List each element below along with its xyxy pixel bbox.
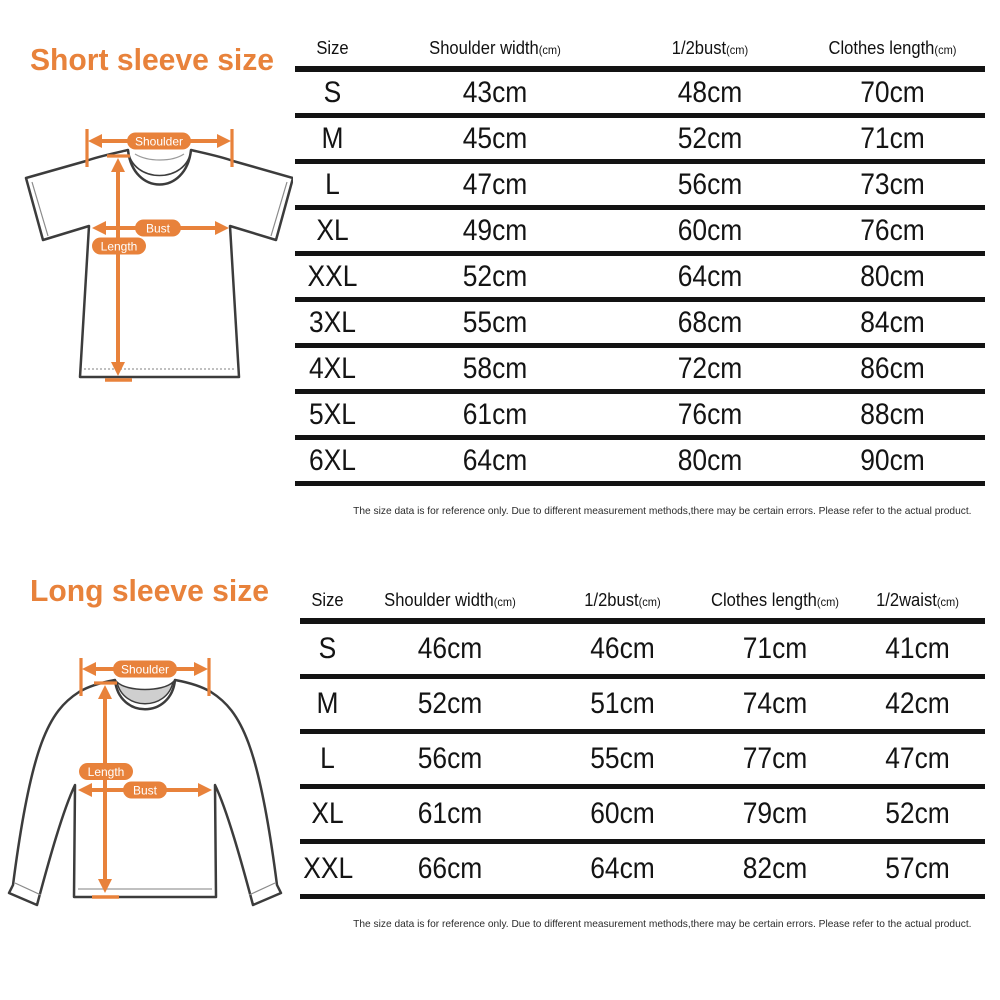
size-row	[300, 789, 985, 844]
measurement-value: 56cm	[677, 167, 743, 201]
size-row	[295, 394, 985, 440]
measurement-value: 90cm	[860, 443, 925, 477]
size-row	[300, 624, 985, 679]
shoulder-arrowhead-right	[217, 134, 231, 148]
size-row	[295, 164, 985, 210]
shoulder-arrowhead-left	[82, 662, 96, 676]
collar-line	[128, 150, 191, 176]
shoulder-label: Shoulder	[120, 662, 170, 677]
measurement-value: 52cm	[885, 797, 950, 830]
short-sleeve-disclaimer: The size data is for reference only. Due to different measurement methods,there may be certain errors. Please refer to the actual product.	[353, 505, 972, 517]
size-label: S	[318, 632, 337, 665]
column-header: Shoulder width(cm)	[429, 38, 561, 58]
bust-label: Bust	[132, 783, 158, 798]
size-label: XL	[311, 797, 344, 830]
column-header: Size	[316, 38, 349, 58]
size-label: S	[323, 75, 342, 109]
size-row	[295, 210, 985, 256]
measurement-value: 51cm	[590, 687, 655, 720]
measurement-value: 77cm	[742, 742, 808, 775]
measurement-value: 82cm	[742, 852, 808, 885]
column-header: Size	[311, 590, 344, 610]
measurement-value: 64cm	[462, 443, 528, 477]
size-label: L	[325, 167, 340, 201]
size-row	[300, 734, 985, 789]
table-header-row	[295, 36, 985, 72]
measurement-value: 60cm	[590, 797, 655, 830]
measurement-value: 80cm	[677, 443, 743, 477]
measurement-value: 73cm	[860, 167, 925, 201]
size-label: M	[316, 687, 339, 720]
back-collar-line	[135, 154, 184, 160]
measurement-value: 61cm	[417, 797, 483, 830]
measurement-value: 52cm	[462, 259, 528, 293]
measurement-value: 58cm	[462, 351, 528, 385]
size-label: 3XL	[309, 305, 356, 339]
size-row	[295, 348, 985, 394]
measurement-value: 55cm	[462, 305, 528, 339]
measurement-value: 66cm	[417, 852, 483, 885]
measurement-value: 42cm	[885, 687, 950, 720]
measurement-value: 68cm	[677, 305, 743, 339]
measurement-value: 60cm	[677, 213, 743, 247]
size-label: 6XL	[309, 443, 356, 477]
column-header: 1/2bust(cm)	[671, 38, 749, 58]
measurement-value: 76cm	[860, 213, 925, 247]
measurement-value: 70cm	[860, 75, 925, 109]
measurement-value: 46cm	[417, 632, 483, 665]
measurement-value: 80cm	[860, 259, 925, 293]
measurement-value: 41cm	[885, 632, 950, 665]
measurement-value: 47cm	[462, 167, 528, 201]
measurement-value: 56cm	[417, 742, 483, 775]
measurement-value: 52cm	[677, 121, 743, 155]
measurement-value: 43cm	[462, 75, 528, 109]
longsleeve-drawing	[5, 635, 295, 935]
length-label: Length	[87, 765, 125, 779]
tshirt-drawing	[8, 110, 293, 405]
size-row	[295, 302, 985, 348]
size-label: L	[320, 742, 335, 775]
column-header: Clothes length(cm)	[828, 38, 957, 58]
measurement-value: 61cm	[462, 397, 528, 431]
measurement-value: 49cm	[462, 213, 528, 247]
measurement-value: 48cm	[677, 75, 743, 109]
table-header-row	[300, 578, 985, 624]
size-label: XL	[316, 213, 349, 247]
size-row	[300, 679, 985, 734]
measurement-value: 57cm	[885, 852, 950, 885]
size-row	[295, 72, 985, 118]
short-sleeve-diagram	[8, 110, 293, 405]
size-label: 4XL	[309, 351, 356, 385]
measurement-value: 76cm	[677, 397, 743, 431]
column-header: 1/2waist(cm)	[876, 590, 959, 610]
measurement-value: 55cm	[590, 742, 655, 775]
long-sleeve-section-title: Long sleeve size	[30, 573, 269, 608]
bust-label: Bust	[145, 221, 171, 236]
size-label: XXL	[303, 852, 354, 885]
long-sleeve-table	[300, 578, 985, 899]
measurement-value: 71cm	[860, 121, 925, 155]
measurement-value: 72cm	[677, 351, 743, 385]
measurement-value: 45cm	[462, 121, 528, 155]
measurement-value: 74cm	[742, 687, 808, 720]
measurement-value: 64cm	[677, 259, 743, 293]
column-header: Shoulder width(cm)	[384, 590, 516, 610]
size-row	[295, 256, 985, 302]
column-header: Clothes length(cm)	[711, 590, 839, 610]
size-label: XXL	[307, 259, 358, 293]
size-row	[300, 844, 985, 899]
long-sleeve-diagram	[5, 635, 295, 935]
measurement-value: 86cm	[860, 351, 925, 385]
measurement-value: 64cm	[590, 852, 655, 885]
size-label: 5XL	[309, 397, 356, 431]
measurement-value: 84cm	[860, 305, 925, 339]
size-row	[295, 118, 985, 164]
measurement-value: 52cm	[417, 687, 483, 720]
shoulder-arrowhead-left	[88, 134, 102, 148]
shoulder-label: Shoulder	[134, 134, 184, 149]
length-label: Length	[100, 239, 138, 254]
measurement-value: 46cm	[590, 632, 655, 665]
size-row	[295, 440, 985, 486]
measurement-value: 79cm	[742, 797, 808, 830]
short-sleeve-table	[295, 36, 985, 486]
measurement-value: 47cm	[885, 742, 950, 775]
long-sleeve-disclaimer: The size data is for reference only. Due to different measurement methods,there may be certain errors. Please refer to the actual product.	[353, 918, 972, 930]
measurement-value: 88cm	[860, 397, 925, 431]
measurement-value: 71cm	[742, 632, 808, 665]
column-header: 1/2bust(cm)	[584, 590, 661, 610]
short-sleeve-section-title: Short sleeve size	[30, 42, 275, 77]
size-label: M	[321, 121, 344, 155]
shoulder-arrowhead-right	[194, 662, 208, 676]
tshirt-outline-shape	[26, 150, 293, 377]
